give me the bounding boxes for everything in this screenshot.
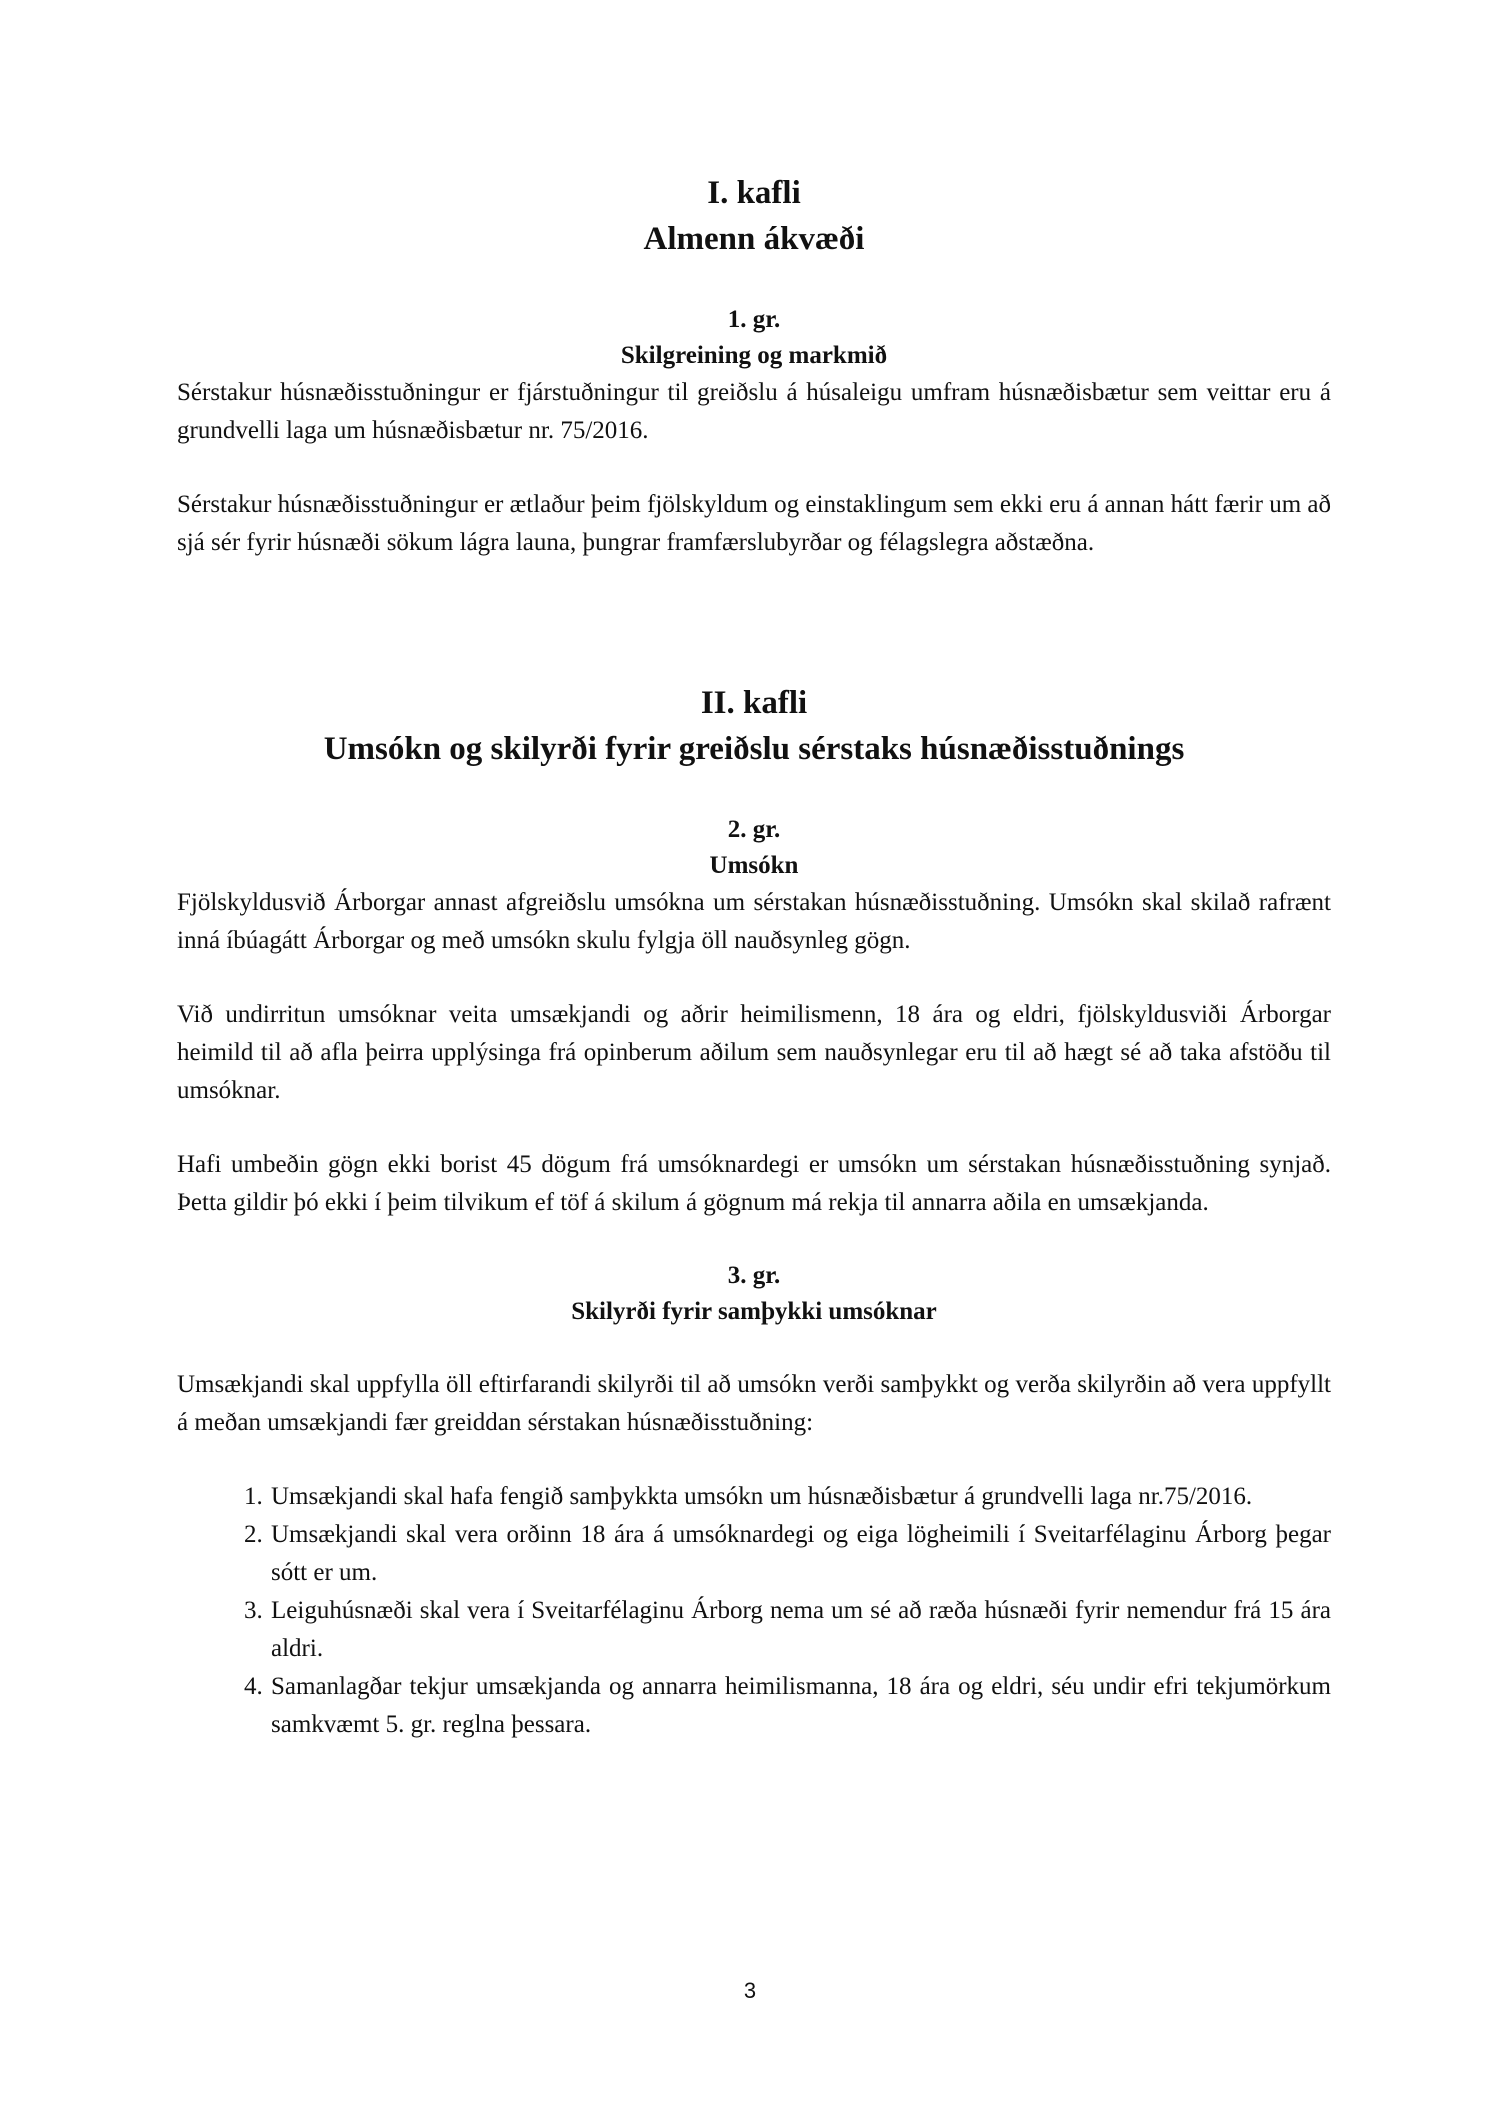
paragraph: Sérstakur húsnæðisstuðningur er ætlaður þeim fjölskyldum og einstaklingum sem ekki eru á annan hátt færir um að sjá sér fyrir húsnæði sökum lágra launa, þungrar framfærslubyrðar og félagslegra aðstæðna. xyxy=(177,491,1331,556)
page-number: 3 xyxy=(743,1978,757,2003)
chapter-2 xyxy=(177,680,1331,1744)
paragraph: Umsækjandi skal uppfylla öll eftirfarandi skilyrði til að umsókn verði samþykkt og verða skilyrðin að vera uppfyllt á meðan umsækjandi fær greiddan sérstakan húsnæðisstuðning: xyxy=(177,1371,1331,1436)
conditions-list xyxy=(177,1478,1331,1744)
article-number: 1. gr. xyxy=(727,306,781,333)
article-title: Umsókn xyxy=(709,852,799,879)
article-1 xyxy=(177,302,1331,562)
list-item: 2. Umsækjandi skal vera orðinn 18 ára á umsóknardegi og eiga lögheimili í Sveitarfélaginu Árborg þegar sótt er um. xyxy=(269,1516,1331,1592)
chapter-title: Umsókn og skilyrði fyrir greiðslu sérstaks húsnæðisstuðnings xyxy=(323,731,1185,767)
document-page xyxy=(177,170,1331,1744)
article-title: Skilyrði fyrir samþykki umsóknar xyxy=(571,1298,937,1325)
paragraph: Hafi umbeðin gögn ekki borist 45 dögum frá umsóknardegi er umsókn um sérstakan húsnæðisstuðning synjað. Þetta gildir þó ekki í þeim tilvikum ef töf á skilum á gögnum má rekja til annarra aðila en umsækjanda. xyxy=(177,1151,1331,1216)
paragraph: Fjölskyldusvið Árborgar annast afgreiðslu umsókna um sérstakan húsnæðisstuðning. Umsókn skal skilað rafrænt inná íbúagátt Árborgar og með umsókn skulu fylgja öll nauðsynleg gögn. xyxy=(177,889,1331,954)
article-2 xyxy=(177,812,1331,1222)
paragraph: Við undirritun umsóknar veita umsækjandi og aðrir heimilismenn, 18 ára og eldri, fjölskyldusviði Árborgar heimild til að afla þeirra upplýsinga frá opinberum aðilum sem nauðsynlegar eru til að hægt sé að taka afstöðu til umsóknar. xyxy=(177,1001,1331,1104)
list-item: 1. Umsækjandi skal hafa fengið samþykkta umsókn um húsnæðisbætur á grundvelli laga nr.75/2016. xyxy=(269,1478,1331,1516)
article-3 xyxy=(177,1258,1331,1744)
chapter-1 xyxy=(177,170,1331,562)
paragraph: Sérstakur húsnæðisstuðningur er fjárstuðningur til greiðslu á húsaleigu umfram húsnæðisbætur sem veittar eru á grundvelli laga um húsnæðisbætur nr. 75/2016. xyxy=(177,379,1331,444)
list-item: 4. Samanlagðar tekjur umsækjanda og annarra heimilismanna, 18 ára og eldri, séu undir efri tekjumörkum samkvæmt 5. gr. reglna þessara. xyxy=(269,1668,1331,1744)
article-number: 2. gr. xyxy=(727,816,781,843)
chapter-number: I. kafli xyxy=(707,175,801,211)
article-number: 3. gr. xyxy=(727,1262,781,1289)
chapter-number: II. kafli xyxy=(700,685,808,721)
article-title: Skilgreining og markmið xyxy=(620,342,888,369)
list-item: 3. Leiguhúsnæði skal vera í Sveitarfélaginu Árborg nema um sé að ræða húsnæði fyrir nemendur frá 15 ára aldri. xyxy=(269,1592,1331,1668)
chapter-title: Almenn ákvæði xyxy=(643,221,865,257)
